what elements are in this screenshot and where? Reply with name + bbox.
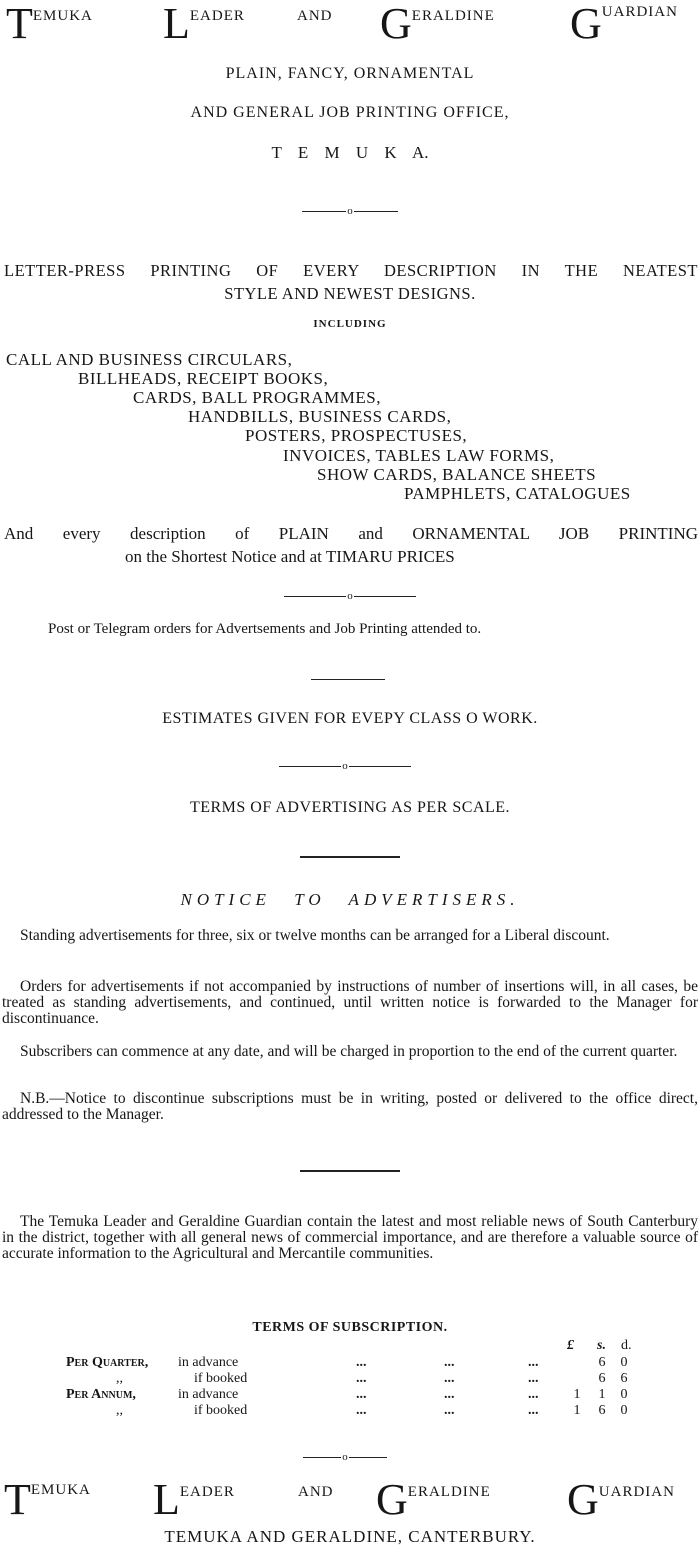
notice-paragraph: N.B.—Notice to discontinue subscriptions must be in writing, posted or delivered to the office direct, addressed to the Manager. (2, 1090, 698, 1123)
shillings-value: 6 (598, 1403, 606, 1418)
service-item: SHOW CARDS, BALANCE SHEETS (317, 465, 597, 484)
every-description-line-1: And every description of PLAIN and ORNAMENTAL JOB PRINTING (4, 524, 698, 543)
notice-heading: NOTICE TO ADVERTISERS. (180, 890, 520, 909)
masthead-word-geraldine (376, 1475, 491, 1524)
masthead-word-leader (153, 1475, 235, 1524)
masthead-word-guardian (570, 0, 678, 48)
divider (300, 856, 400, 858)
subscription-terms: in advance (178, 1387, 239, 1402)
address-line: TEMUKA AND GERALDINE, CANTERBURY. (164, 1527, 536, 1546)
leader-dots: ... (356, 1387, 367, 1402)
subscription-table (66, 1355, 634, 1419)
subscription-heading: TERMS OF SUBSCRIPTION. (252, 1320, 448, 1335)
masthead-word-rest: EMUKA (32, 8, 93, 24)
drop-cap: L (153, 1475, 180, 1524)
ditto-mark: ,, (116, 1403, 123, 1418)
ornament-circle: o (347, 205, 353, 218)
subscription-period: Per Annum, (66, 1387, 136, 1402)
service-item: CARDS, BALL PROGRAMMES, (133, 388, 381, 407)
currency-pence-header: d. (621, 1338, 632, 1353)
drop-cap: G (567, 1475, 599, 1524)
pence-value: 0 (620, 1403, 628, 1418)
leader-dots: ... (528, 1371, 539, 1386)
shillings-value: 6 (598, 1355, 606, 1370)
service-item: CALL AND BUSINESS CIRCULARS, (6, 350, 293, 369)
masthead-word-rest: EADER (179, 1484, 235, 1500)
ornament-circle: o (342, 760, 348, 773)
subscription-period: Per Quarter, (66, 1355, 149, 1370)
leader-dots: ... (528, 1403, 539, 1418)
subscription-row (66, 1387, 634, 1403)
masthead-word-temuka (6, 0, 93, 48)
masthead-word-rest: ERALDINE (407, 1484, 491, 1500)
notice-paragraph: Orders for advertisements if not accompanied by instructions of number of insertions will, in all cases, be treated as standing advertisements, and continued, until written notice is forwarded to the Manager for discontinuance. (2, 978, 698, 1027)
leader-dots: ... (356, 1371, 367, 1386)
subscription-terms: in advance (178, 1355, 239, 1370)
office-line-1: PLAIN, FANCY, ORNAMENTAL (225, 65, 475, 82)
leader-dots: ... (528, 1355, 539, 1370)
pence-value: 6 (620, 1371, 628, 1386)
masthead-top (0, 0, 700, 48)
leader-dots: ... (444, 1403, 455, 1418)
office-line-3: T E M U K A. (271, 143, 429, 162)
ornament-circle: o (342, 1451, 348, 1464)
estimates-line: ESTIMATES GIVEN FOR EVEPY CLASS O WORK. (162, 710, 538, 727)
including-label: INCLUDING (313, 318, 387, 330)
subscription-terms: if booked (194, 1371, 248, 1386)
subscription-terms: if booked (194, 1403, 248, 1418)
leader-dots: ... (444, 1371, 455, 1386)
office-line-2: AND GENERAL JOB PRINTING OFFICE, (190, 104, 510, 121)
leader-dots: ... (528, 1387, 539, 1402)
pence-value: 0 (620, 1387, 628, 1402)
letterpress-line-2: STYLE AND NEWEST DESIGNS. (224, 284, 476, 303)
leader-dots: ... (444, 1387, 455, 1402)
ditto-mark: ,, (116, 1371, 123, 1386)
pounds-value (564, 1355, 590, 1371)
ornament-rule (300, 1451, 390, 1463)
pounds-value (564, 1371, 590, 1387)
leader-dots: ... (444, 1355, 455, 1370)
currency-shillings-header: s. (597, 1338, 606, 1353)
drop-cap: G (380, 0, 412, 48)
masthead-and: AND (298, 1484, 334, 1500)
drop-cap: T (6, 0, 33, 48)
drop-cap: T (4, 1475, 31, 1524)
divider (311, 679, 385, 680)
leader-dots: ... (356, 1403, 367, 1418)
masthead-word-temuka (4, 1475, 91, 1524)
drop-cap: G (376, 1475, 408, 1524)
pounds-value: 1 (573, 1403, 581, 1418)
service-item: INVOICES, TABLES LAW FORMS, (283, 446, 555, 465)
masthead-word-guardian (567, 1475, 675, 1524)
ornament-rule (300, 205, 400, 217)
ornament-rule (282, 590, 418, 602)
notice-paragraph: Subscribers can commence at any date, and will be charged in proportion to the end of the current quarter. (20, 1043, 678, 1060)
drop-cap: L (163, 0, 190, 48)
subscription-row (66, 1371, 634, 1387)
masthead-word-geraldine (380, 0, 495, 48)
masthead-word-rest: EADER (189, 8, 245, 24)
masthead-word-leader (163, 0, 245, 48)
notice-paragraph: Standing advertisements for three, six or twelve months can be arranged for a Liberal discount. (20, 927, 610, 944)
ornament-circle: o (347, 590, 353, 603)
masthead-word-rest: UARDIAN (601, 4, 678, 20)
reliable-news-paragraph: The Temuka Leader and Geraldine Guardian contain the latest and most reliable news of South Canterbury in the district, together with all general news of commercial importance, and are therefore a valuable source of accurate information to the Agricultural and Mercantile communities. (2, 1213, 698, 1262)
masthead-word-rest: ERALDINE (411, 8, 495, 24)
leader-dots: ... (356, 1355, 367, 1370)
shillings-value: 1 (598, 1387, 606, 1402)
drop-cap: G (570, 0, 602, 48)
terms-advertising-line: TERMS OF ADVERTISING AS PER SCALE. (189, 799, 511, 816)
every-description-line-2: on the Shortest Notice and at TIMARU PRICES (125, 547, 455, 566)
pence-value: 0 (620, 1355, 628, 1370)
subscription-row (66, 1355, 634, 1371)
ornament-rule (277, 760, 413, 772)
masthead-word-rest: UARDIAN (598, 1484, 675, 1500)
post-orders-line: Post or Telegram orders for Advertsements and Job Printing attended to. (48, 621, 482, 637)
currency-pounds-header: £ (567, 1338, 574, 1353)
divider (300, 1170, 400, 1172)
service-item: POSTERS, PROSPECTUSES, (245, 426, 468, 445)
service-item: PAMPHLETS, CATALOGUES (404, 484, 631, 503)
masthead-and: AND (297, 8, 333, 24)
masthead-bottom (0, 1474, 700, 1522)
pounds-value: 1 (573, 1387, 581, 1402)
subscription-row (66, 1403, 634, 1419)
shillings-value: 6 (598, 1371, 606, 1386)
letterpress-line-1: LETTER-PRESS PRINTING OF EVERY DESCRIPTION IN THE NEATEST (4, 261, 698, 280)
service-item: HANDBILLS, BUSINESS CARDS, (188, 407, 452, 426)
service-item: BILLHEADS, RECEIPT BOOKS, (78, 369, 329, 388)
masthead-word-rest: EMUKA (30, 1482, 91, 1498)
